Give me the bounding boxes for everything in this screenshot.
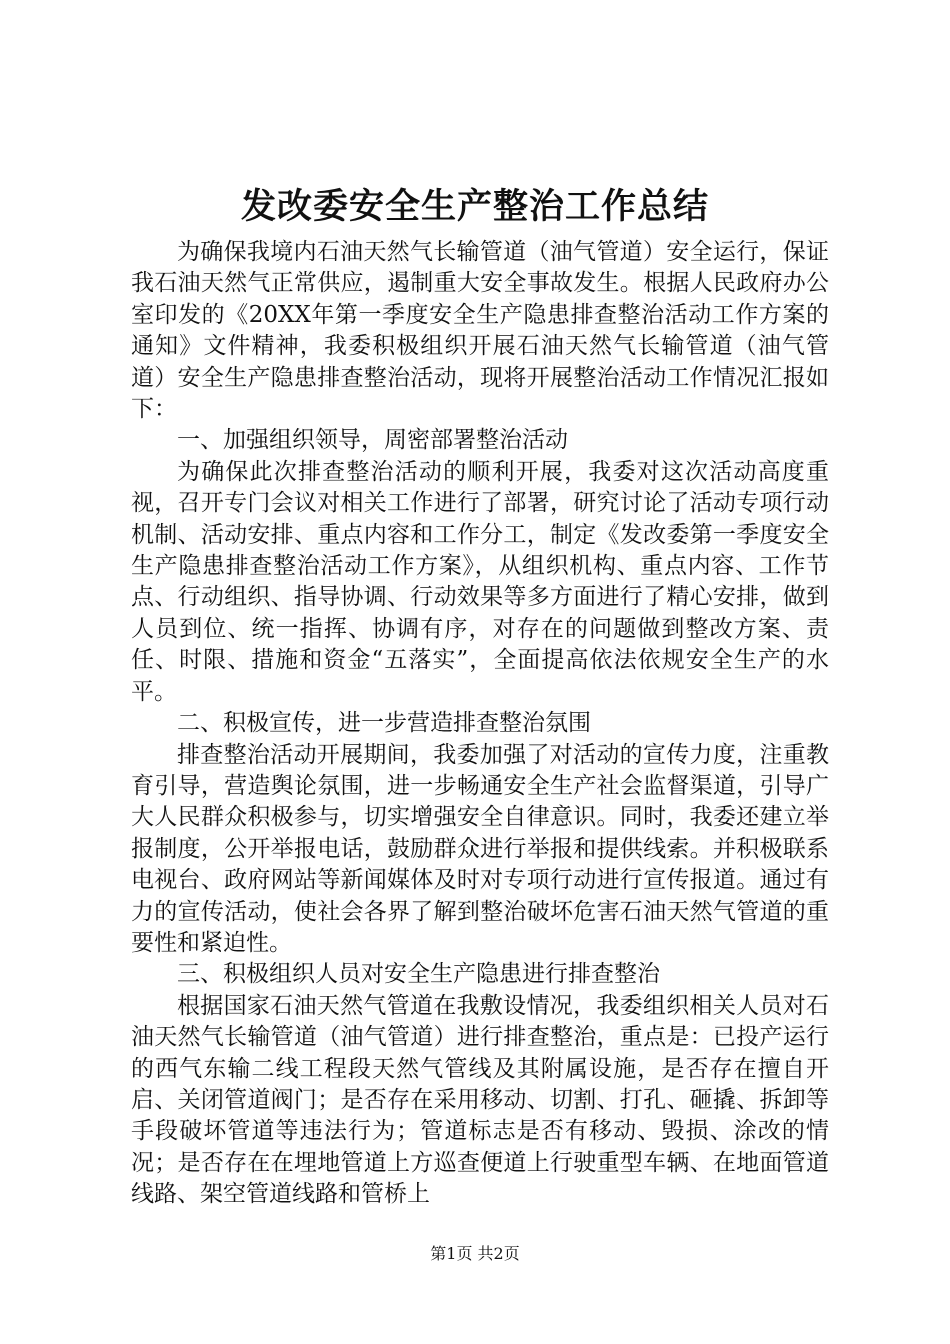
section-paragraph-1: 为确保此次排查整治活动的顺利开展，我委对这次活动高度重视，召开专门会议对相关工作进行了部署，研究讨论了活动专项行动机制、活动安排、重点内容和工作分工，制定《发改委第一季度安全生产隐患排查整治活动工作方案》，从组织机构、重点内容、工作节点、行动组织、指导协调、行动效果等多方面进行了精心安排，做到人员到位、统一指挥、协调有序，对存在的问题做到整改方案、责任、时限、措施和资金“五落实”，全面提高依法依规安全生产的水平。: [131, 458, 829, 705]
document-title: 发改委安全生产整治工作总结: [240, 186, 709, 227]
section-paragraph-2: 排查整治活动开展期间，我委加强了对活动的宣传力度，注重教育引导，营造舆论氛围，进一步畅通安全生产社会监督渠道，引导广大人民群众积极参与，切实增强安全自律意识。同时，我委还建立举报制度，公开举报电话，鼓励群众进行举报和提供线索。并积极联系电视台、政府网站等新闻媒体及时对专项行动进行宣传报道。通过有力的宣传活动，使社会各界了解到整治破坏危害石油天然气管道的重要性和紧迫性。: [131, 741, 829, 956]
section-heading-2: 二、积极宣传，进一步营造排查整治氛围: [177, 710, 591, 737]
section-paragraph-3: 根据国家石油天然气管道在我敷设情况，我委组织相关人员对石油天然气长输管道（油气管道）进行排查整治，重点是：已投产运行的西气东输二线工程段天然气管线及其附属设施，是否存在擅自开启、关闭管道阀门；是否存在采用移动、切割、打孔、砸撬、拆卸等手段破坏管道等违法行为；管道标志是否有移动、毁损、涂改的情况；是否存在在埋地管道上方巡查便道上行驶重型车辆、在地面管道线路、架空管道线路和管桥上: [131, 992, 829, 1208]
section-heading-1: 一、加强组织领导，周密部署整治活动: [177, 427, 568, 454]
section-heading-3: 三、积极组织人员对安全生产隐患进行排查整治: [177, 961, 660, 988]
document-body: [131, 237, 829, 1211]
page-number-footer: 第1页 共2页: [430, 1244, 520, 1263]
intro-paragraph: 为确保我境内石油天然气长输管道（油气管道）安全运行，保证我石油天然气正常供应，遏制重大安全事故发生。根据人民政府办公室印发的《20XX年第一季度安全生产隐患排查整治活动工作方案的通知》文件精神，我委积极组织开展石油天然气长输管道（油气管道）安全生产隐患排查整治活动，现将开展整治活动工作情况汇报如下：: [131, 239, 829, 423]
